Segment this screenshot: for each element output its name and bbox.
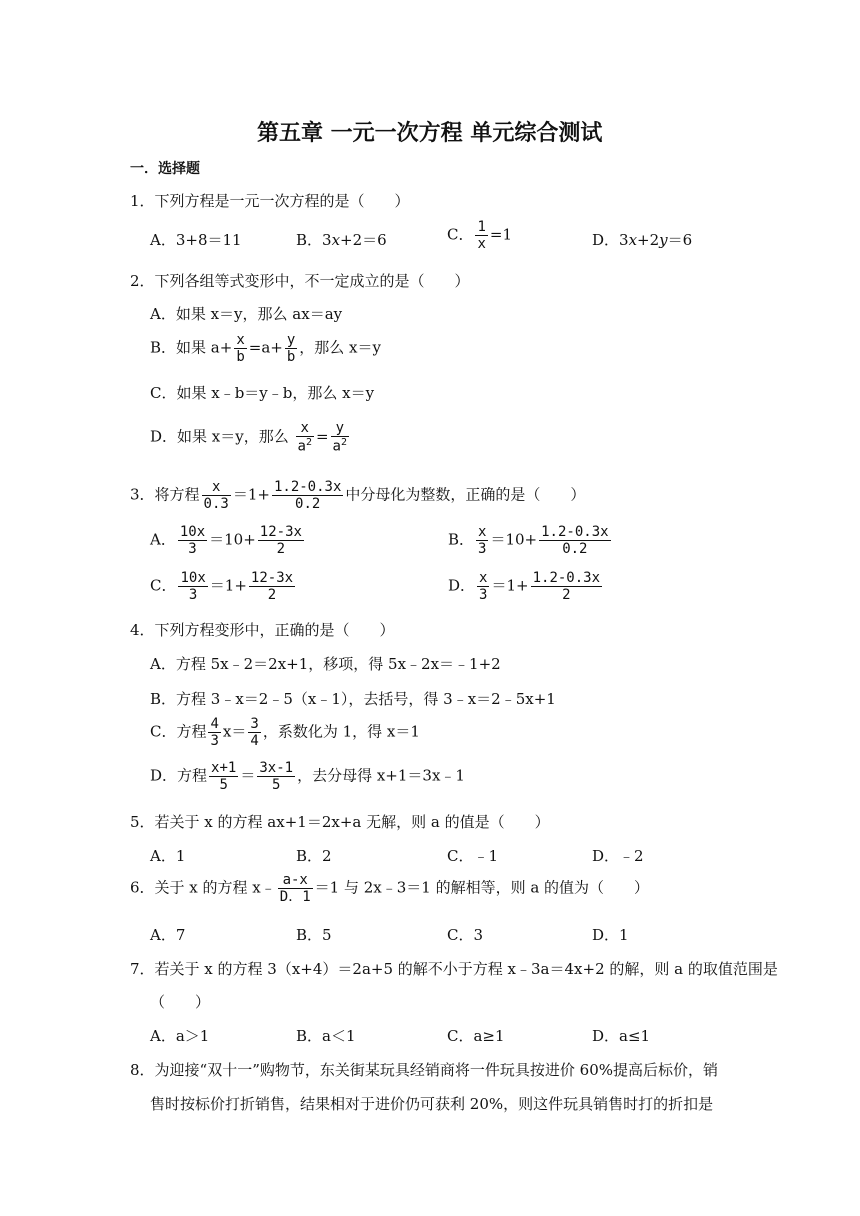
q5-option-c: C．﹣1 [447,847,499,865]
q2-option-c: C．如果 x﹣b＝y﹣b，那么 x＝y [150,384,375,402]
q7-option-d: D．a≤1 [592,1027,651,1045]
question-5-stem: 5．若关于 x 的方程 ax+1＝2x+a 无解，则 a 的值是（ ） [130,813,550,831]
q7-option-a: A．a＞1 [150,1027,210,1045]
q4-option-b: B．方程 3﹣x＝2﹣5（x﹣1），去括号，得 3﹣x＝2﹣5x+1 [150,690,556,708]
q2-option-a: A．如果 x＝y，那么 ax＝ay [150,305,343,323]
question-8-line-1: 8．为迎接“双十一”购物节，东关街某玩具经销商将一件玩具按进价 60%提高后标价，销 [130,1061,718,1079]
q6-option-a: A．7 [150,926,186,944]
question-4-stem: 4．下列方程变形中，正确的是（ ） [130,621,395,639]
q3-option-d: D． $\frac{x}{3}$ ＝1+ $\frac{1.2-0.3x}{2}$ [448,570,601,604]
q7-option-b: B．a＜1 [296,1027,356,1045]
q6-option-b: B．5 [296,926,332,944]
q3-option-b: B． $\frac{x}{3}$ ＝10+ $\frac{1.2-0.3x}{0.2}$ [448,524,609,558]
question-2-stem: 2．下列各组等式变形中，不一定成立的是（ ） [130,272,470,290]
q1-option-a: A．3+8＝11 [150,231,242,249]
question-3-stem: 3．将方程 $\frac{x}{0.3}$ ＝1+ $\frac{1.2-0.3x}{0.2}$ 中分母化为整数，正确的是（ ） [130,479,586,513]
q2-option-d: D．如果 x＝y，那么 $\frac{x}{a^2}$ = $\frac{y}{a^2}$ [150,420,348,455]
q7-paren: （ ） [150,993,211,1011]
fraction: $\frac{1}{x}$ [477,219,486,253]
q5-option-a: A．1 [150,847,186,865]
q6-option-c: C．3 [447,926,484,944]
q4-option-d: D．方程 $\frac{x+1}{5}$ ＝ $\frac{3x-1}{5}$ ，去分母得 x+1＝3x﹣1 [150,760,465,794]
q3-option-c: C． $\frac{10x}{3}$ ＝1+ $\frac{12-3x}{2}$ [150,570,294,604]
q5-option-d: D．﹣2 [592,847,644,865]
q4-option-a: A．方程 5x﹣2＝2x+1，移项，得 5x﹣2x＝﹣1+2 [150,655,501,673]
question-1-stem: 1．下列方程是一元一次方程的是（ ） [130,192,410,210]
page-title: 第五章 一元一次方程 单元综合测试 [257,121,603,146]
q1-option-d: D．3x+2y＝6 [592,231,693,249]
question-7-stem: 7．若关于 x 的方程 3（x+4）＝2a+5 的解不小于方程 x﹣3a＝4x+2 的解，则 a 的取值范围是 [130,960,778,978]
q7-option-c: C．a≥1 [447,1027,505,1045]
q5-option-b: B．2 [296,847,332,865]
question-8-line-2: 售时按标价打折销售，结果相对于进价仍可获利 20%，则这件玩具销售时打的折扣是 [150,1095,714,1113]
q6-option-d: D．1 [592,926,629,944]
q4-option-c: C．方程 $\frac{4}{3}$ x＝ $\frac{3}{4}$ ，系数化为 1，得 x＝1 [150,716,420,750]
q1-option-c: C． $\frac{1}{x}$ =1 [447,219,513,253]
question-6-stem: 6．关于 x 的方程 x﹣ $\frac{a-x}{D.1}$ ＝1 与 2x﹣3＝1 的解相等，则 a 的值为（ ） [130,872,650,906]
q2-option-b: B．如果 a+ $\frac{x}{b}$ =a+ $\frac{y}{b}$ ，那么 x＝y [150,332,381,366]
q1-option-b: B．3x+2＝6 [296,231,387,249]
section-heading: 一．选择题 [130,161,200,177]
q3-option-a: A． $\frac{10x}{3}$ ＝10+ $\frac{12-3x}{2}$ [150,524,302,558]
